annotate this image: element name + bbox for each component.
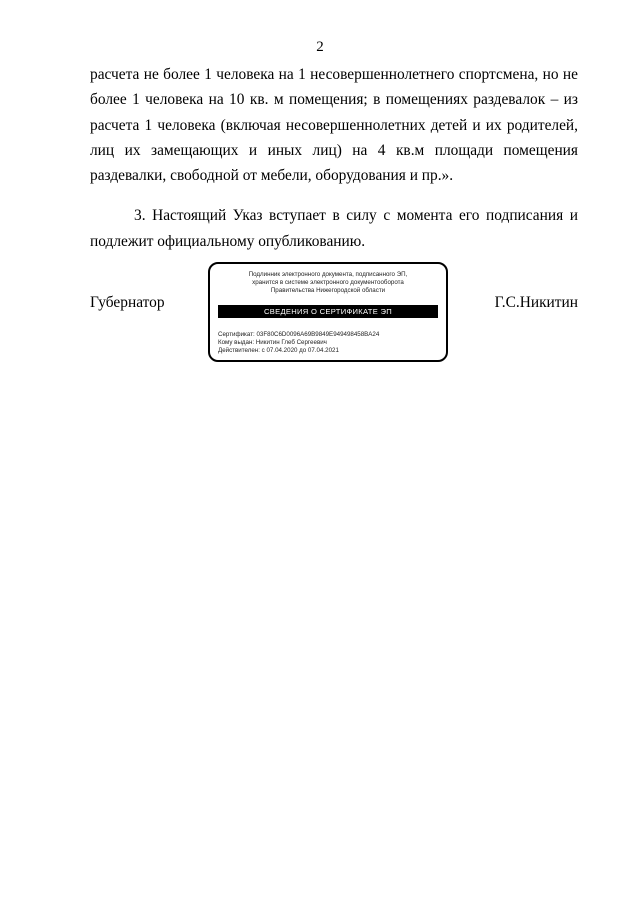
signature-block bbox=[0, 258, 640, 368]
stamp-details bbox=[218, 331, 440, 355]
stamp-header-line: Подлинник электронного документа, подписанного ЭП, bbox=[248, 271, 408, 278]
body-paragraph: расчета не более 1 человека на 1 несовершеннолетнего спортсмена, но не более 1 человека на 10 кв. м помещения; в помещениях раздевалок – из расчета 1 человека (включая несовершеннолетних детей и их родителей, лиц их замещающих и иных лиц) на 4 кв.м площади помещения раздевалки, свободной от мебели, оборудования и пр.». bbox=[90, 66, 578, 185]
stamp-validity: Действителен: с 07.04.2020 до 07.04.2021 bbox=[218, 347, 339, 354]
stamp-header-line: хранится в системе электронного документооборота bbox=[252, 279, 404, 286]
stamp-issued-to: Кому выдан: Никитин Глеб Сергеевич bbox=[218, 339, 327, 346]
stamp-header-line: Правительства Нижегородской области bbox=[270, 287, 386, 294]
document-body bbox=[90, 62, 578, 254]
page-number: 2 bbox=[316, 39, 324, 55]
stamp-certificate-number: Сертификат: 03F80C6D0096A69B9849E949498458BA24 bbox=[218, 331, 380, 338]
stamp-header bbox=[218, 271, 438, 295]
signatory-name: Г.С.Никитин bbox=[494, 294, 578, 311]
electronic-signature-stamp bbox=[208, 262, 448, 362]
stamp-certificate-bar: СВЕДЕНИЯ О СЕРТИФИКАТЕ ЭП bbox=[218, 305, 438, 318]
body-paragraph: 3. Настоящий Указ вступает в силу с момента его подписания и подлежит официальному опубликованию. bbox=[90, 207, 578, 250]
signatory-title: Губернатор bbox=[90, 294, 165, 311]
